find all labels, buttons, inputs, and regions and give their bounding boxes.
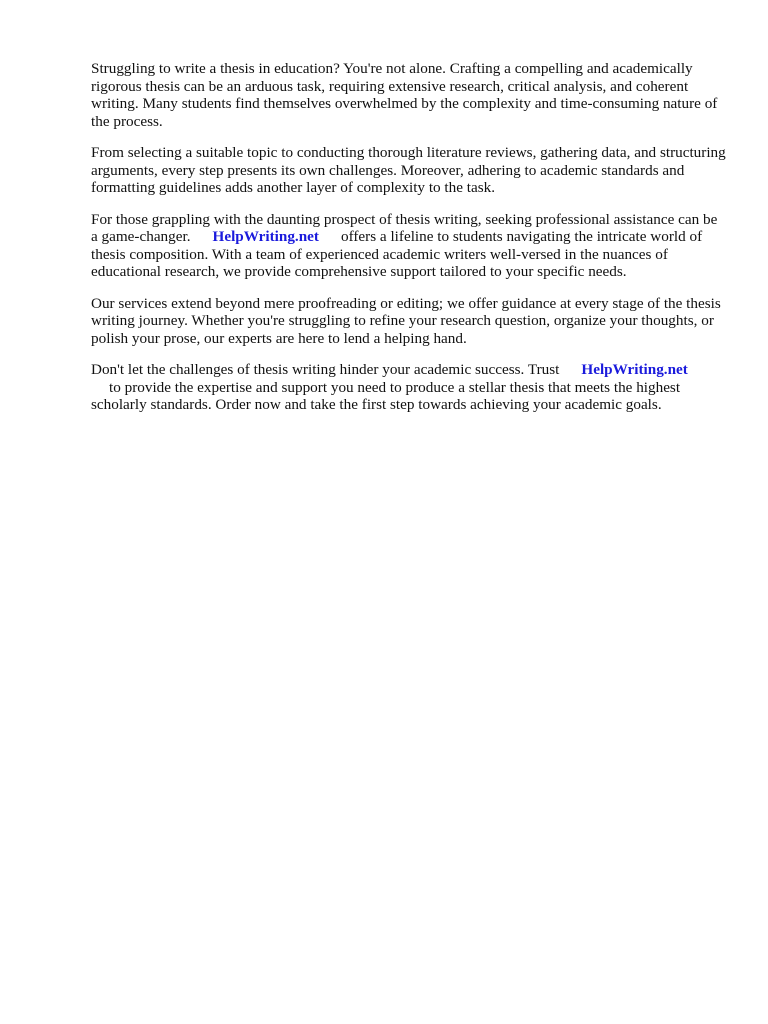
paragraph-intro-text: Struggling to write a thesis in education? You're not alone. Crafting a compelling and academically rigorous thesis can be an arduous task, requiring extensive research, critical analysis, and coherent writing. Many students find themselves overwhelmed by the complexity and time-consuming nature of the process.	[91, 60, 718, 130]
paragraph-closing-text-before: Don't let the challenges of thesis writing hinder your academic success. Trust	[91, 361, 560, 378]
paragraph-assistance	[91, 211, 727, 281]
paragraph-intro	[91, 60, 727, 130]
paragraph-services	[91, 295, 727, 348]
paragraph-closing	[91, 361, 727, 414]
paragraph-closing-text-after: to provide the expertise and support you need to produce a stellar thesis that meets the highest scholarly standards. Order now and take the first step towards achieving your academic goals.	[91, 378, 681, 413]
document-body	[91, 60, 727, 428]
paragraph-services-text: Our services extend beyond mere proofreading or editing; we offer guidance at every stage of the thesis writing journey. Whether you're struggling to refine your research question, organize your thoughts, or polish your prose, our experts are here to lend a helping hand.	[91, 294, 721, 347]
paragraph-assistance-text-before: For those grappling with the daunting prospect of thesis writing, seeking professional assistance can be a game-changer.	[91, 210, 718, 245]
paragraph-assistance-text-after: offers a lifeline to students navigating the intricate world of thesis composition. With a team of experienced academic writers well-versed in the nuances of educational research, we provide comprehensive support tailored to your specific needs.	[91, 228, 703, 280]
helpwriting-link-1[interactable]: HelpWriting.net	[212, 228, 319, 245]
paragraph-challenges	[91, 144, 727, 197]
paragraph-challenges-text: From selecting a suitable topic to conducting thorough literature reviews, gathering data, and structuring arguments, every step presents its own challenges. Moreover, adhering to academic standards and formatting guidelines adds another layer of complexity to the task.	[91, 144, 726, 196]
helpwriting-link-2[interactable]: HelpWriting.net	[581, 361, 688, 378]
